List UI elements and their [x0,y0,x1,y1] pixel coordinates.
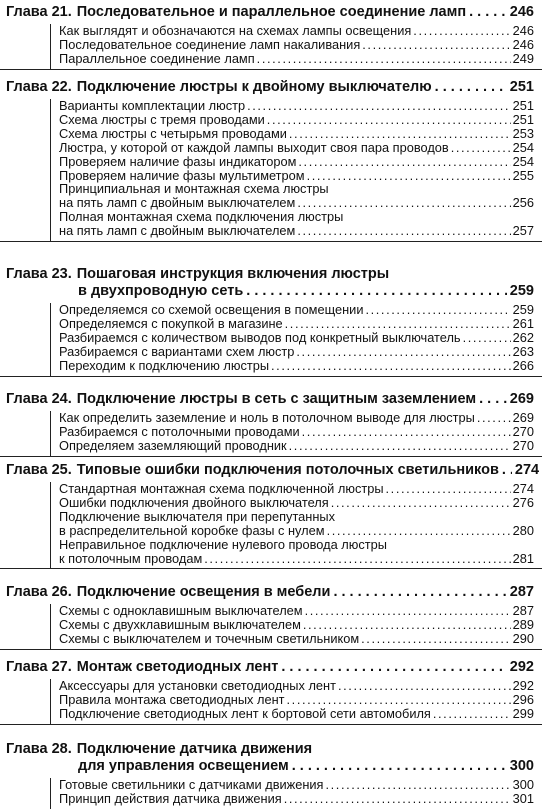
subsection-title: на пять ламп с двойным выключателем [59,195,296,211]
chapter-title-continued: для управления освещением [78,758,289,774]
chapter-heading[interactable] [0,580,542,604]
subsection-title: Разбираемся с потолочными проводами [59,423,300,439]
subsection-entry[interactable] [59,224,534,238]
chapter-section [0,458,542,569]
subsection-page-number: 269 [512,410,534,425]
subsection-list [50,778,542,809]
dot-leader [361,632,510,646]
dot-leader [298,155,510,169]
subsection-page-number: 301 [512,790,534,806]
subsection-title: Схемы с двухклавишным выключателем [59,616,301,632]
chapter-section [0,580,542,650]
dot-leader [287,693,511,707]
subsection-title: Правила монтажа светодиодных лент [59,691,285,707]
subsection-entry[interactable] [59,618,534,632]
subsection-entry[interactable] [59,141,534,155]
subsection-page-number: 266 [512,357,534,373]
dot-leader [502,462,512,479]
subsection-entry[interactable] [59,99,534,113]
subsection-entry[interactable] [59,345,534,359]
subsection-entry[interactable] [59,317,534,331]
subsection-list [50,679,542,724]
dot-leader [477,411,511,425]
dot-leader [362,38,510,52]
chapter-page-number: 292 [509,659,534,675]
dot-leader [326,778,511,792]
subsection-title: Как выглядят и обозначаются на схемах лампы освещения [59,23,412,38]
subsection-title: Стандартная монтажная схема подключенной люстры [59,481,384,496]
subsection-entry[interactable] [59,52,534,66]
chapter-section [0,655,542,725]
subsection-entry[interactable] [59,127,534,141]
chapter-title: Монтаж светодиодных лент [76,659,279,675]
subsection-entry[interactable] [59,693,534,707]
subsection-title: Проверяем наличие фазы индикатором [59,153,297,169]
dot-leader [297,196,510,210]
subsection-entry[interactable] [59,425,534,439]
subsection-title: в распределительной коробке фазы с нулем [59,522,325,538]
dot-leader [433,707,511,721]
subsection-page-number: 289 [512,616,534,632]
chapter-number: Глава 21. [6,4,72,20]
chapter-title-continued: в двухпроводную сеть [78,283,244,299]
subsection-list [50,303,542,376]
chapter-title: Подключение люстры к двойному выключателю [76,79,432,95]
subsection-title: на пять ламп с двойным выключателем [59,223,296,239]
subsection-list [50,482,542,568]
subsection-page-number: 296 [512,691,534,707]
chapter-number: Глава 27. [6,659,72,675]
subsection-entry[interactable] [59,552,534,566]
subsection-title: Варианты комплектации люстр [59,98,246,113]
chapter-heading[interactable] [0,458,542,482]
chapter-title: Последовательное и параллельное соединение ламп [76,4,467,20]
subsection-page-number: 254 [512,139,534,155]
chapter-section [0,387,542,457]
chapter-number: Глава 22. [6,79,72,95]
dot-leader [296,345,510,359]
subsection-page-number: 261 [512,315,534,331]
chapter-page-number: 274 [514,462,540,478]
subsection-page-number: 290 [512,630,534,646]
subsection-page-number: 259 [512,302,534,317]
chapter-title: Подключение датчика движения [76,741,313,757]
subsection-list [50,411,542,456]
dot-leader [281,659,506,676]
chapter-heading[interactable] [0,75,542,99]
subsection-list [50,24,542,69]
chapter-page-number: 259 [509,283,534,299]
subsection-title: Разбираемся с вариантами схем люстр [59,343,295,359]
subsection-page-number: 249 [512,50,534,66]
dot-leader [435,79,507,96]
subsection-page-number: 292 [512,678,534,693]
subsection-entry[interactable] [59,792,534,806]
subsection-entry[interactable] [59,632,534,646]
dot-leader [451,141,511,155]
dot-leader [479,391,507,408]
dot-leader [386,482,511,496]
subsection-title: Аксессуары для установки светодиодных лент [59,678,336,693]
dot-leader [267,113,511,127]
subsection-entry[interactable] [59,169,534,183]
subsection-page-number: 255 [512,167,534,183]
dot-leader [247,99,511,113]
dot-leader [289,127,511,141]
dot-leader [257,52,511,66]
subsection-title: Разбираемся с количеством выводов под конкретный выключатель [59,329,461,345]
subsection-title: Проверяем наличие фазы мультиметром [59,167,305,183]
subsection-list [50,604,542,649]
chapter-section [0,0,542,70]
subsection-page-number: 300 [512,777,534,792]
subsection-page-number: 251 [512,111,534,127]
subsection-title: Определяемся с покупкой в магазине [59,315,283,331]
dot-leader [469,4,507,21]
subsection-title-line: Полная монтажная схема подключения люстры [59,209,344,225]
subsection-title: Переходим к подключению люстры [59,357,270,373]
dot-leader [307,169,511,183]
subsection-page-number: 274 [512,481,534,496]
dot-leader [303,618,511,632]
subsection-page-number: 287 [512,603,534,618]
subsection-page-number: 254 [512,153,534,169]
subsection-title: Определяемся со схемой освещения в помещении [59,302,364,317]
subsection-page-number: 256 [512,195,534,211]
dot-leader [246,283,507,300]
dot-leader [302,425,511,439]
subsection-page-number: 299 [512,705,534,721]
dot-leader [365,303,510,317]
subsection-entry[interactable] [59,496,534,510]
subsection-page-number: 246 [512,23,534,38]
chapter-heading[interactable] [0,387,542,411]
subsection-entry[interactable] [59,331,534,345]
chapter-heading[interactable] [0,655,542,679]
chapter-section [0,262,542,377]
chapter-heading[interactable] [0,737,542,758]
chapter-title: Типовые ошибки подключения потолочных светильников [76,462,499,478]
subsection-entry[interactable] [59,155,534,169]
subsection-title: Схема люстры с четырьмя проводами [59,125,287,141]
subsection-title: Определяем заземляющий проводник [59,437,287,453]
dot-leader [305,604,511,618]
subsection-list [50,99,542,241]
chapter-page-number: 251 [509,79,534,95]
subsection-entry[interactable] [59,303,534,317]
dot-leader [338,679,511,693]
chapter-number: Глава 25. [6,462,72,478]
dot-leader [333,584,506,601]
chapter-title: Подключение освещения в мебели [76,584,331,600]
subsection-title: Готовые светильники с датчиками движения [59,777,324,792]
subsection-title: Люстра, у которой от каждой лампы выходит своя пара проводов [59,139,449,155]
subsection-entry[interactable] [59,196,534,210]
subsection-entry[interactable] [59,707,534,721]
chapter-section [0,737,542,809]
dot-leader [413,24,510,38]
chapter-heading[interactable] [0,0,542,24]
subsection-title: Схема люстры с тремя проводами [59,111,265,127]
dot-leader [284,792,511,806]
subsection-title: Схемы с выключателем и точечным светильником [59,630,360,646]
dot-leader [331,496,511,510]
chapter-page-number: 246 [509,4,534,20]
subsection-page-number: 281 [512,550,534,566]
subsection-page-number: 270 [512,423,534,439]
chapter-heading-continued[interactable] [0,758,542,778]
subsection-title: Подключение светодиодных лент к бортовой сети автомобиля [59,705,431,721]
dot-leader [297,224,510,238]
subsection-title: Как определить заземление и ноль в потолочном выводе для люстры [59,410,475,425]
dot-leader [285,317,511,331]
subsection-page-number: 263 [512,343,534,359]
dot-leader [204,552,510,566]
chapter-number: Глава 24. [6,391,72,407]
chapter-page-number: 300 [509,758,534,774]
subsection-entry[interactable] [59,604,534,618]
subsection-page-number: 280 [512,522,534,538]
subsection-title: Параллельное соединение ламп [59,50,255,66]
subsection-entry[interactable] [59,411,534,425]
subsection-entry[interactable] [59,113,534,127]
subsection-title: Ошибки подключения двойного выключателя [59,494,329,510]
subsection-entry[interactable] [59,38,534,52]
subsection-page-number: 257 [512,223,534,239]
subsection-page-number: 270 [512,437,534,453]
chapter-number: Глава 26. [6,584,72,600]
subsection-title: к потолочным проводам [59,550,203,566]
chapter-page-number: 269 [509,391,534,407]
subsection-entry[interactable] [59,524,534,538]
subsection-entry[interactable] [59,439,534,453]
chapter-heading[interactable] [0,262,542,283]
chapter-heading-continued[interactable] [0,283,542,303]
subsection-entry[interactable] [59,778,534,792]
subsection-title-line: Подключение выключателя при перепутанных [59,508,336,524]
dot-leader [292,758,507,775]
subsection-entry[interactable] [59,24,534,38]
dot-leader [289,439,511,453]
subsection-page-number: 276 [512,494,534,510]
subsection-entry[interactable] [59,679,534,693]
dot-leader [271,359,511,373]
subsection-page-number: 253 [512,125,534,141]
subsection-entry[interactable] [59,482,534,496]
chapter-section [0,75,542,242]
subsection-page-number: 251 [512,98,534,113]
subsection-title-line: Принципиальная и монтажная схема люстры [59,181,329,197]
chapter-number: Глава 23. [6,266,72,282]
subsection-title: Последовательное соединение ламп накаливания [59,36,361,52]
chapter-title: Подключение люстры в сеть с защитным заземлением [76,391,477,407]
subsection-title: Принцип действия датчика движения [59,790,282,806]
subsection-page-number: 262 [512,329,534,345]
chapter-number: Глава 28. [6,741,72,757]
subsection-entry[interactable] [59,359,534,373]
chapter-title: Пошаговая инструкция включения люстры [76,266,390,282]
subsection-title-line: Неправильное подключение нулевого провода люстры [59,536,387,552]
dot-leader [463,331,511,345]
subsection-title: Схемы с одноклавишным выключателем [59,603,303,618]
dot-leader [327,524,511,538]
subsection-page-number: 246 [512,36,534,52]
chapter-page-number: 287 [509,584,534,600]
